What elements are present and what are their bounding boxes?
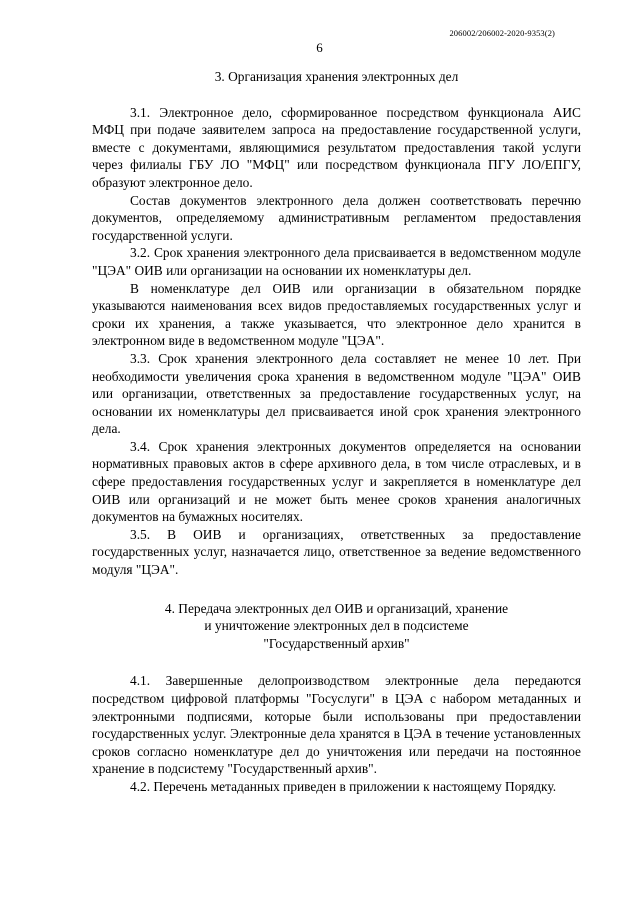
paragraph-4-1: 4.1. Завершенные делопроизводством электронные дела передаются посредством цифровой платформы "Госуслуги" в ЦЭА с набором метаданных и электронными подписями, которые были использованы при предоставлении государственных услуг. Электронные дела хранятся в ЦЭА в течение установленных сроков согласно номенклатуре дел до уничтожения или передачи на постоянное хранение в подсистему "Государственный архив".	[92, 673, 581, 777]
paragraph-3-2: 3.2. Срок хранения электронного дела присваивается в ведомственном модуле "ЦЭА" ОИВ или организации на основании их номенклатуры дел.	[92, 245, 581, 278]
paragraph-3-3: 3.3. Срок хранения электронного дела составляет не менее 10 лет. При необходимости увеличения срока хранения в ведомственном модуле "ЦЭА" ОИВ или организации, ответственных за предоставление государственных услуг, на основании их номенклатуры дел присваивается иной срок хранения электронного дела.	[92, 350, 581, 437]
paragraph-3-1: 3.1. Электронное дело, сформированное посредством функционала АИС МФЦ при подаче заявителем запроса на предоставление государственной услуги, вместе с документами, являющимися результатом предоставления такой услуги через филиалы ГБУ ЛО "МФЦ" или посредством функционала ПГУ ЛО/ЕПГУ, образуют электронное дело.	[92, 104, 581, 190]
paragraph-3-4: 3.4. Срок хранения электронных документов определяется на основании нормативных правовых актов в сфере архивного дела, в том числе отраслевых, и в сфере предоставления государственных услуг и закрепляется в номенклатуре дел ОИВ или организаций и не может быть менее сроков хранения аналогичных документов на бумажных носителях.	[92, 438, 581, 525]
page-number: 6	[316, 40, 323, 55]
document-id: 206002/206002-2020-9353(2)	[449, 28, 555, 38]
section-3-title: 3. Организация хранения электронных дел	[214, 69, 459, 84]
paragraph-3-2-nomenclature: В номенклатуре дел ОИВ или организации в обязательном порядке указываются наименования всех видов предоставляемых государственных услуг и сроки их хранения, а также указывается, что электронное дело хранится в электронном виде в ведомственном модуле "ЦЭА".	[92, 280, 581, 349]
paragraph-3-1-composition: Состав документов электронного дела должен соответствовать перечню документов, определяемому административным регламентом предоставления государственной услуги.	[92, 192, 581, 243]
paragraph-4-2: 4.2. Перечень метаданных приведен в приложении к настоящему Порядку.	[130, 778, 557, 794]
document-body	[92, 62, 581, 796]
section-4-title	[92, 600, 581, 653]
section-4-title-line-2: и уничтожение электронных дел в подсистеме	[204, 618, 469, 634]
paragraph-3-5: 3.5. В ОИВ и организациях, ответственных за предоставление государственных услуг, назначается лицо, ответственное за ведение ведомственного модуля "ЦЭА".	[92, 526, 581, 578]
section-4-title-line-1: 4. Передача электронных дел ОИВ и организаций, хранение	[164, 600, 509, 616]
section-4-title-line-3: "Государственный архив"	[263, 635, 410, 651]
